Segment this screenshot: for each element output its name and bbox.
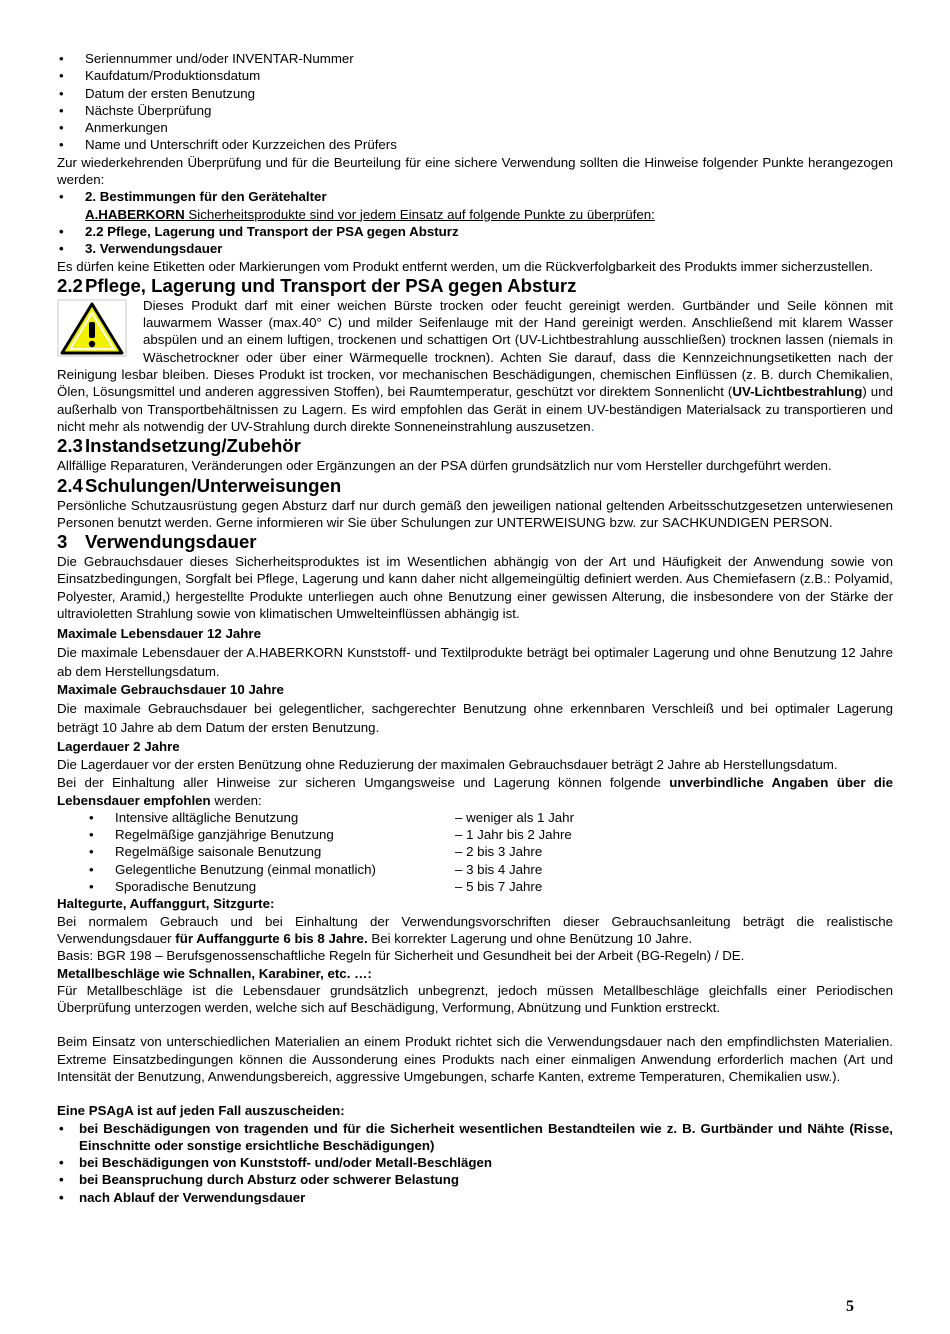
list-item: • Regelmäßige saisonale Benutzung – 2 bis 3 Jahre (89, 843, 893, 860)
care-section (57, 297, 893, 435)
list-item: • Kaufdatum/Produktionsdatum (57, 67, 893, 84)
points-list (57, 188, 893, 257)
belts-title: Haltegurte, Auffanggurt, Sitzgurte: (57, 896, 275, 912)
list-item: • nach Ablauf der Verwendungsdauer (57, 1189, 893, 1206)
recommendation-paragraph: Bei der Einhaltung aller Hinweise zur sicheren Umgangsweise und Lagerung können folgende unverbindliche Angaben über die Lebensdauer empfohlen werden: (57, 775, 893, 808)
storage-title: Lagerdauer 2 Jahre (57, 738, 180, 754)
belts-paragraph: Bei normalem Gebrauch und bei Einhaltung der Verwendungsvorschriften dieser Gebrauchsanleitung beträgt die realistische Verwendungsdauer für Auffanggurte 6 bis 8 Jahre. Bei korrekter Lagerung und ohne Benützung 10 Jahre. (57, 913, 893, 946)
point-text: Sicherheitsprodukte sind vor jedem Einsatz auf folgende Punkte zu überprüfen: (184, 206, 655, 222)
section-heading-3: 3 Verwendungsdauer (57, 531, 257, 553)
section-heading-2-4: 2.4 Schulungen/Unterweisungen (57, 474, 342, 496)
basis-paragraph: Basis: BGR 198 – Berufsgenossenschaftliche Regeln für Sicherheit und Gesundheit bei der Arbeit (BG-Regeln) / DE. (57, 948, 745, 964)
brand-name: A.HABERKORN (85, 206, 185, 222)
training-paragraph: Persönliche Schutzausrüstung gegen Absturz darf nur durch gemäß den jeweiligen national geltenden Arbeitsschutzgesetzen unterwiesenen Personen benutzt werden. Gerne informieren wir Sie über Schulungen zur UNTERWEISUNG bzw. zur SACHKUNDIGEN PERSON. (57, 497, 893, 530)
service-life-paragraph: Die Gebrauchsdauer dieses Sicherheitsproduktes ist im Wesentlichen abhängig von der Art und Häufigkeit der Anwendung sowie von Einsatzbedingungen, Sorgfalt bei Pflege, Lagerung und kann daher nicht allgemeingültig definiert werden. Aus Chemiefasern (z.B.: Polyamid, Polyester, Aramid,) hergestellte Produkte unterliegen auch ohne Benutzung einer gewissen Alterung, die insbesondere von der Stärke der ultravioletten Strahlung sowie von klimatischen Umwelteinflüssen abhängig ist. (57, 554, 893, 622)
list-item: • Regelmäßige ganzjährige Benutzung – 1 Jahr bis 2 Jahre (89, 826, 893, 843)
intro-paragraph: Zur wiederkehrenden Überprüfung und für die Beurteilung für eine sichere Verwendung sollten die Hinweise folgender Punkte herangezogen werden: (57, 154, 893, 188)
usage-duration-list (57, 809, 893, 895)
list-item: • Nächste Überprüfung (57, 102, 893, 119)
metal-title: Metallbeschläge wie Schnallen, Karabiner, etc. …: (57, 965, 372, 981)
list-item: • Intensive alltägliche Benutzung – weniger als 1 Jahr (89, 809, 893, 826)
record-fields-list (57, 50, 893, 154)
point-title: 2. Bestimmungen für den Gerätehalter (85, 189, 327, 205)
list-item: • Seriennummer und/oder INVENTAR-Nummer (57, 50, 893, 67)
page-number: 5 (846, 1298, 854, 1315)
max-life-text: Die maximale Lebensdauer der A.HABERKORN Kunststoff- und Textilprodukte beträgt bei optimaler Lagerung und ohne Benutzung 12 Jahre ab dem Herstellungsdatum. (57, 644, 893, 680)
labels-paragraph: Es dürfen keine Etiketten oder Markierungen vom Produkt entfernt werden, um die Rückverfolgbarkeit des Produkts immer sicherzustellen. (57, 258, 873, 274)
materials-paragraph: Beim Einsatz von unterschiedlichen Materialien an einem Produkt richtet sich die Verwendungsdauer nach den empfindlichsten Materialien. Extreme Einsatzbedingungen können die Aussonderung eines Produkts nach einer einmaligen Anwendung erforderlich machen (Art und Intensität der Benutzung, Anwendungsbereich, aggressive Umgebungen, scharfe Kanten, extreme Temperaturen, Chemikalien usw.). (57, 1034, 893, 1084)
warning-triangle-icon (57, 299, 127, 357)
list-item: • Sporadische Benutzung – 5 bis 7 Jahre (89, 878, 893, 895)
list-item: • bei Beanspruchung durch Absturz oder schwerer Belastung (57, 1171, 893, 1188)
max-life-title: Maximale Lebensdauer 12 Jahre (57, 626, 261, 642)
list-item: • Anmerkungen (57, 119, 893, 136)
section-heading-2-2: 2.2 Pflege, Lagerung und Transport der PSA gegen Absturz (57, 274, 577, 296)
discard-list (57, 1120, 893, 1206)
section-heading-2-3: 2.3 Instandsetzung/Zubehör (57, 435, 301, 457)
max-use-title: Maximale Gebrauchsdauer 10 Jahre (57, 682, 284, 698)
max-use-text: Die maximale Gebrauchsdauer bei gelegentlicher, sachgerechter Benutzung ohne erkennbaren Verschleiß und bei optimaler Lagerung beträgt 10 Jahre ab dem Datum der ersten Benutzung. (57, 700, 893, 736)
discard-title: Eine PSAgA ist auf jeden Fall auszuscheiden: (57, 1103, 345, 1119)
list-item: • Gelegentliche Benutzung (einmal monatlich) – 3 bis 4 Jahre (89, 861, 893, 878)
document-page (57, 50, 893, 1206)
list-item: • Name und Unterschrift oder Kurzzeichen des Prüfers (57, 136, 893, 153)
storage-text: Die Lagerdauer vor der ersten Benützung ohne Reduzierung der maximalen Gebrauchsdauer beträgt 2 Jahre ab Herstellungsdatum. (57, 756, 838, 772)
list-item: • 2.2 Pflege, Lagerung und Transport der PSA gegen Absturz (57, 223, 893, 240)
list-item: • bei Beschädigungen von tragenden und für die Sicherheit wesentlichen Bestandteilen wie z. B. Gurtbänder und Nähte (Risse, Einschnitte oder sonstige ersichtliche Beschädigungen) (57, 1120, 893, 1155)
list-item: • Datum der ersten Benutzung (57, 85, 893, 102)
list-item: • 3. Verwendungsdauer (57, 240, 893, 257)
metal-paragraph: Für Metallbeschläge ist die Lebensdauer grundsätzlich unbegrenzt, jedoch müssen Metallbeschläge gleichfalls einer Periodischen Überprüfung unterzogen werden, welche sich auf Beschädigung, Verformung, Abnützung und Funktion erstreckt. (57, 982, 893, 1016)
list-item: • bei Beschädigungen von Kunststoff- und/oder Metall-Beschlägen (57, 1154, 893, 1171)
repair-paragraph: Allfällige Reparaturen, Veränderungen oder Ergänzungen an der PSA dürfen grundsätzlich nur vom Hersteller durchgeführt werden. (57, 458, 832, 474)
care-paragraph: Dieses Produkt darf mit einer weichen Bürste trocken oder feucht gereinigt werden. Gurtbänder und Seile können mit lauwarmem Wasser (max.40° C) und milder Seifenlauge mit der Hand gereinigt werden. Anschließend mit klarem Wasser abspülen und an einem luftigen, trockenen und schattigen Ort (UV-Lichtbestrahlung ausschließen) trocknen lassen (niemals in Wäschetrockner oder über einer Wärmequelle trocknen). Achten Sie darauf, dass die Kennzeichnungsetiketten nach der Reinigung lesbar bleiben. Dieses Produkt ist trocken, vor mechanischen Beschädigungen, chemischen Einflüssen (z. B. durch Chemikalien, Ölen, Lösungsmittel und anderen aggressiven Stoffen), bei Raumtemperatur, geschützt vor direktem Sonnenlicht (UV-Lichtbestrahlung) und außerhalb von Transportbehältnissen zu Lagern. Es wird empfohlen das Gerät in einem UV-beständigen Materialsack zu transportieren und nicht mehr als notwendig der UV-Strahlung durch direkte Sonneneinstrahlung auszusetzen. (57, 297, 893, 434)
list-item (57, 188, 893, 223)
